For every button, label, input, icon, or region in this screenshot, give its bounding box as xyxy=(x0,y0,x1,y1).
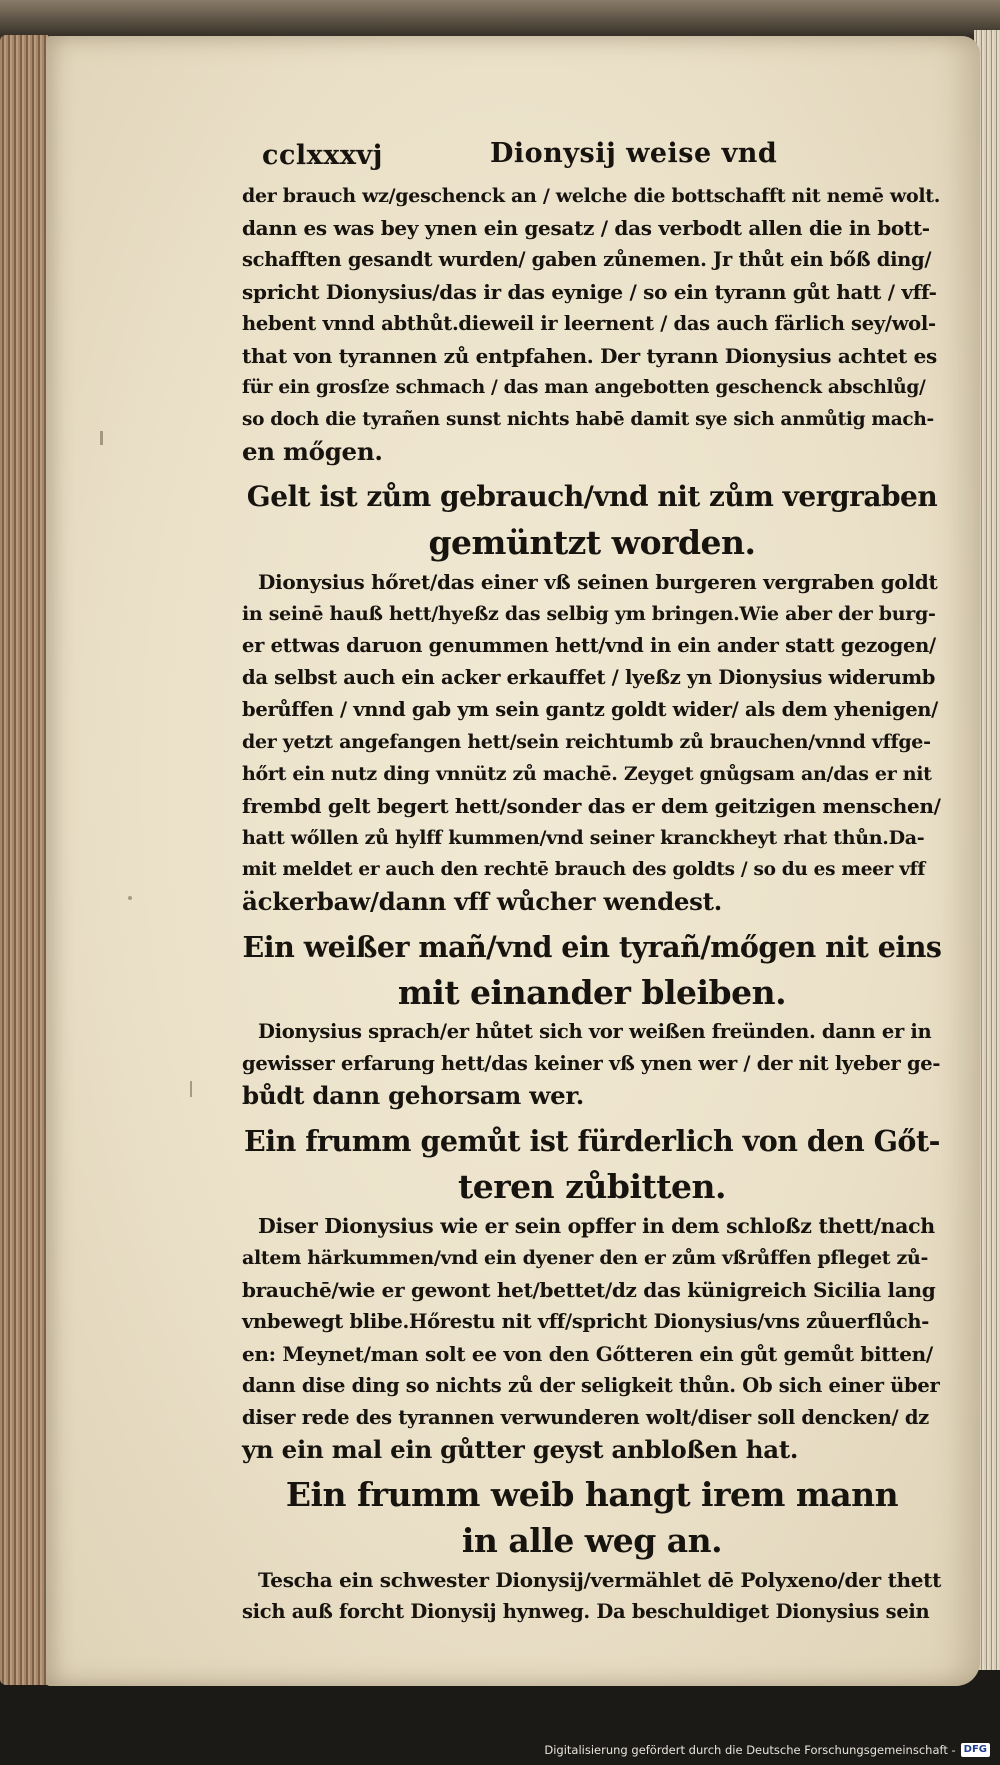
text-line: hebent vnnd abthůt.dieweil ir leernent / das auch färlich sey/wol- xyxy=(242,312,936,335)
text-line: spricht Dionysius/das ir das eynige / so ein tyrann gůt hatt / vff- xyxy=(242,280,937,304)
page-sheet xyxy=(46,36,980,1686)
text-line: so doch die tyrañen sunst nichts habē damit sye sich anmůtig mach- xyxy=(242,409,934,430)
funding-credit xyxy=(544,1743,990,1757)
text-line: yn ein mal ein gůtter geyst anbloßen hat. xyxy=(242,1435,799,1464)
text-line: altem härkummen/vnd ein dyener den er zům vßrůffen pfleget zů- xyxy=(242,1247,929,1269)
text-line: dann es was bey ynen ein gesatz / das verbodt allen die in bott- xyxy=(242,216,930,240)
text-line: brauchē/wie er gewont het/bettet/dz das künigreich Sicilia lang xyxy=(242,1278,936,1302)
text-line: hőrt ein nutz ding vnnütz zů machē. Zeyget gnůgsam an/das er nit xyxy=(242,763,932,785)
paper-fleck xyxy=(190,1081,192,1097)
text-line: in seinē hauß hett/hyeßz das selbig ym bringen.Wie aber der burg- xyxy=(242,603,936,625)
section-weiser-man xyxy=(242,924,942,1112)
text-line: frembd gelt begert hett/sonder das er dem geitzigen menschen/ xyxy=(242,794,941,818)
funding-credit-text: Digitalisierung gefördert durch die Deutsche Forschungsgemeinschaft - xyxy=(544,1743,956,1757)
folio-number: cclxxxvj xyxy=(262,140,383,171)
text-line: dann dise ding so nichts zů der seligkeit thůn. Ob sich einer über xyxy=(242,1374,940,1397)
text-line: Diser Dionysius wie er sein opffer in dem schloßz thett/nach xyxy=(258,1214,935,1238)
text-line: sich auß forcht Dionysij hynweg. Da beschuldiget Dionysius sein xyxy=(242,1600,930,1623)
text-line: en: Meynet/man solt ee von den Gőtteren ein gůt gemůt bitten/ xyxy=(242,1342,933,1366)
text-line: er ettwas daruon genummen hett/vnd in ein ander statt gezogen/ xyxy=(242,634,936,657)
text-line: hatt wőllen zů hylff kummen/vnd seiner kranckheyt rhat thůn.Da- xyxy=(242,827,925,849)
section-heading: teren zůbitten. xyxy=(458,1167,726,1206)
text-line: der yetzt angefangen hett/sein reichtumb zů brauchen/vnnd vffge- xyxy=(242,731,931,753)
text-line: äckerbaw/dann vff wůcher wendest. xyxy=(242,887,722,916)
running-head-title: Dionysij weise vnd xyxy=(490,138,778,169)
text-line: gewisser erfarung hett/das keiner vß ynen wer / der nit lyeber ge- xyxy=(242,1052,941,1075)
text-line: mit meldet er auch den rechtē brauch des goldts / so du es meer vff xyxy=(242,859,925,880)
section-heading: in alle weg an. xyxy=(461,1521,723,1560)
page-text-block xyxy=(242,138,942,1628)
section-frumm-weib xyxy=(242,1472,942,1628)
book-top-edge xyxy=(0,0,1000,40)
paper-fleck xyxy=(100,431,103,445)
paper-fleck xyxy=(128,896,132,900)
text-line: da selbst auch ein acker erkauffet / lyeßz yn Dionysius widerumb xyxy=(242,666,936,689)
text-line: Tescha ein schwester Dionysij/vermählet dē Polyxeno/der thett xyxy=(258,1568,942,1592)
intro-paragraph xyxy=(242,180,942,468)
text-line: der brauch wz/geschenck an / welche die bottschafft nit nemē wolt. xyxy=(242,185,941,207)
section-gelt xyxy=(242,474,942,918)
section-heading: mit einander bleiben. xyxy=(397,973,787,1012)
text-line: berůffen / vnnd gab ym sein gantz goldt wider/ als dem yhenigen/ xyxy=(242,698,938,721)
text-line: en mőgen. xyxy=(242,437,383,466)
text-line: schafften gesandt wurden/ gaben zůnemen. Jr thůt ein bőß ding/ xyxy=(242,248,932,271)
section-heading: Ein weißer mañ/vnd ein tyrañ/mőgen nit eins xyxy=(242,930,942,964)
section-frumm-gemuet xyxy=(242,1118,942,1466)
section-heading: Ein frumm weib hangt irem mann xyxy=(285,1475,899,1514)
text-line: that von tyrannen zů entpfahen. Der tyrann Dionysius achtet es xyxy=(242,344,937,368)
section-heading: Ein frumm gemůt ist fürderlich von den Gőt- xyxy=(244,1124,940,1158)
section-heading: gemüntzt worden. xyxy=(428,523,756,562)
text-line: Dionysius hőret/das einer vß seinen burgeren vergraben goldt xyxy=(258,570,938,594)
text-line: diser rede des tyrannen verwunderen wolt/diser soll dencken/ dz xyxy=(242,1406,929,1429)
dfg-logo: DFG xyxy=(961,1743,990,1757)
book-left-page-edges xyxy=(0,35,48,1685)
text-line: vnbewegt blibe.Hőrestu nit vff/spricht Dionysius/vns zůuerflůch- xyxy=(242,1310,930,1333)
text-line: Dionysius sprach/er hůtet sich vor weißen freünden. dann er in xyxy=(258,1020,932,1043)
text-line: bůdt dann gehorsam wer. xyxy=(242,1081,584,1110)
text-line: für ein grosſze schmach / das man angebotten geschenck abschlůg/ xyxy=(242,377,926,398)
running-head xyxy=(242,138,942,180)
section-heading: Gelt ist zům gebrauch/vnd nit zům vergraben xyxy=(246,480,938,513)
